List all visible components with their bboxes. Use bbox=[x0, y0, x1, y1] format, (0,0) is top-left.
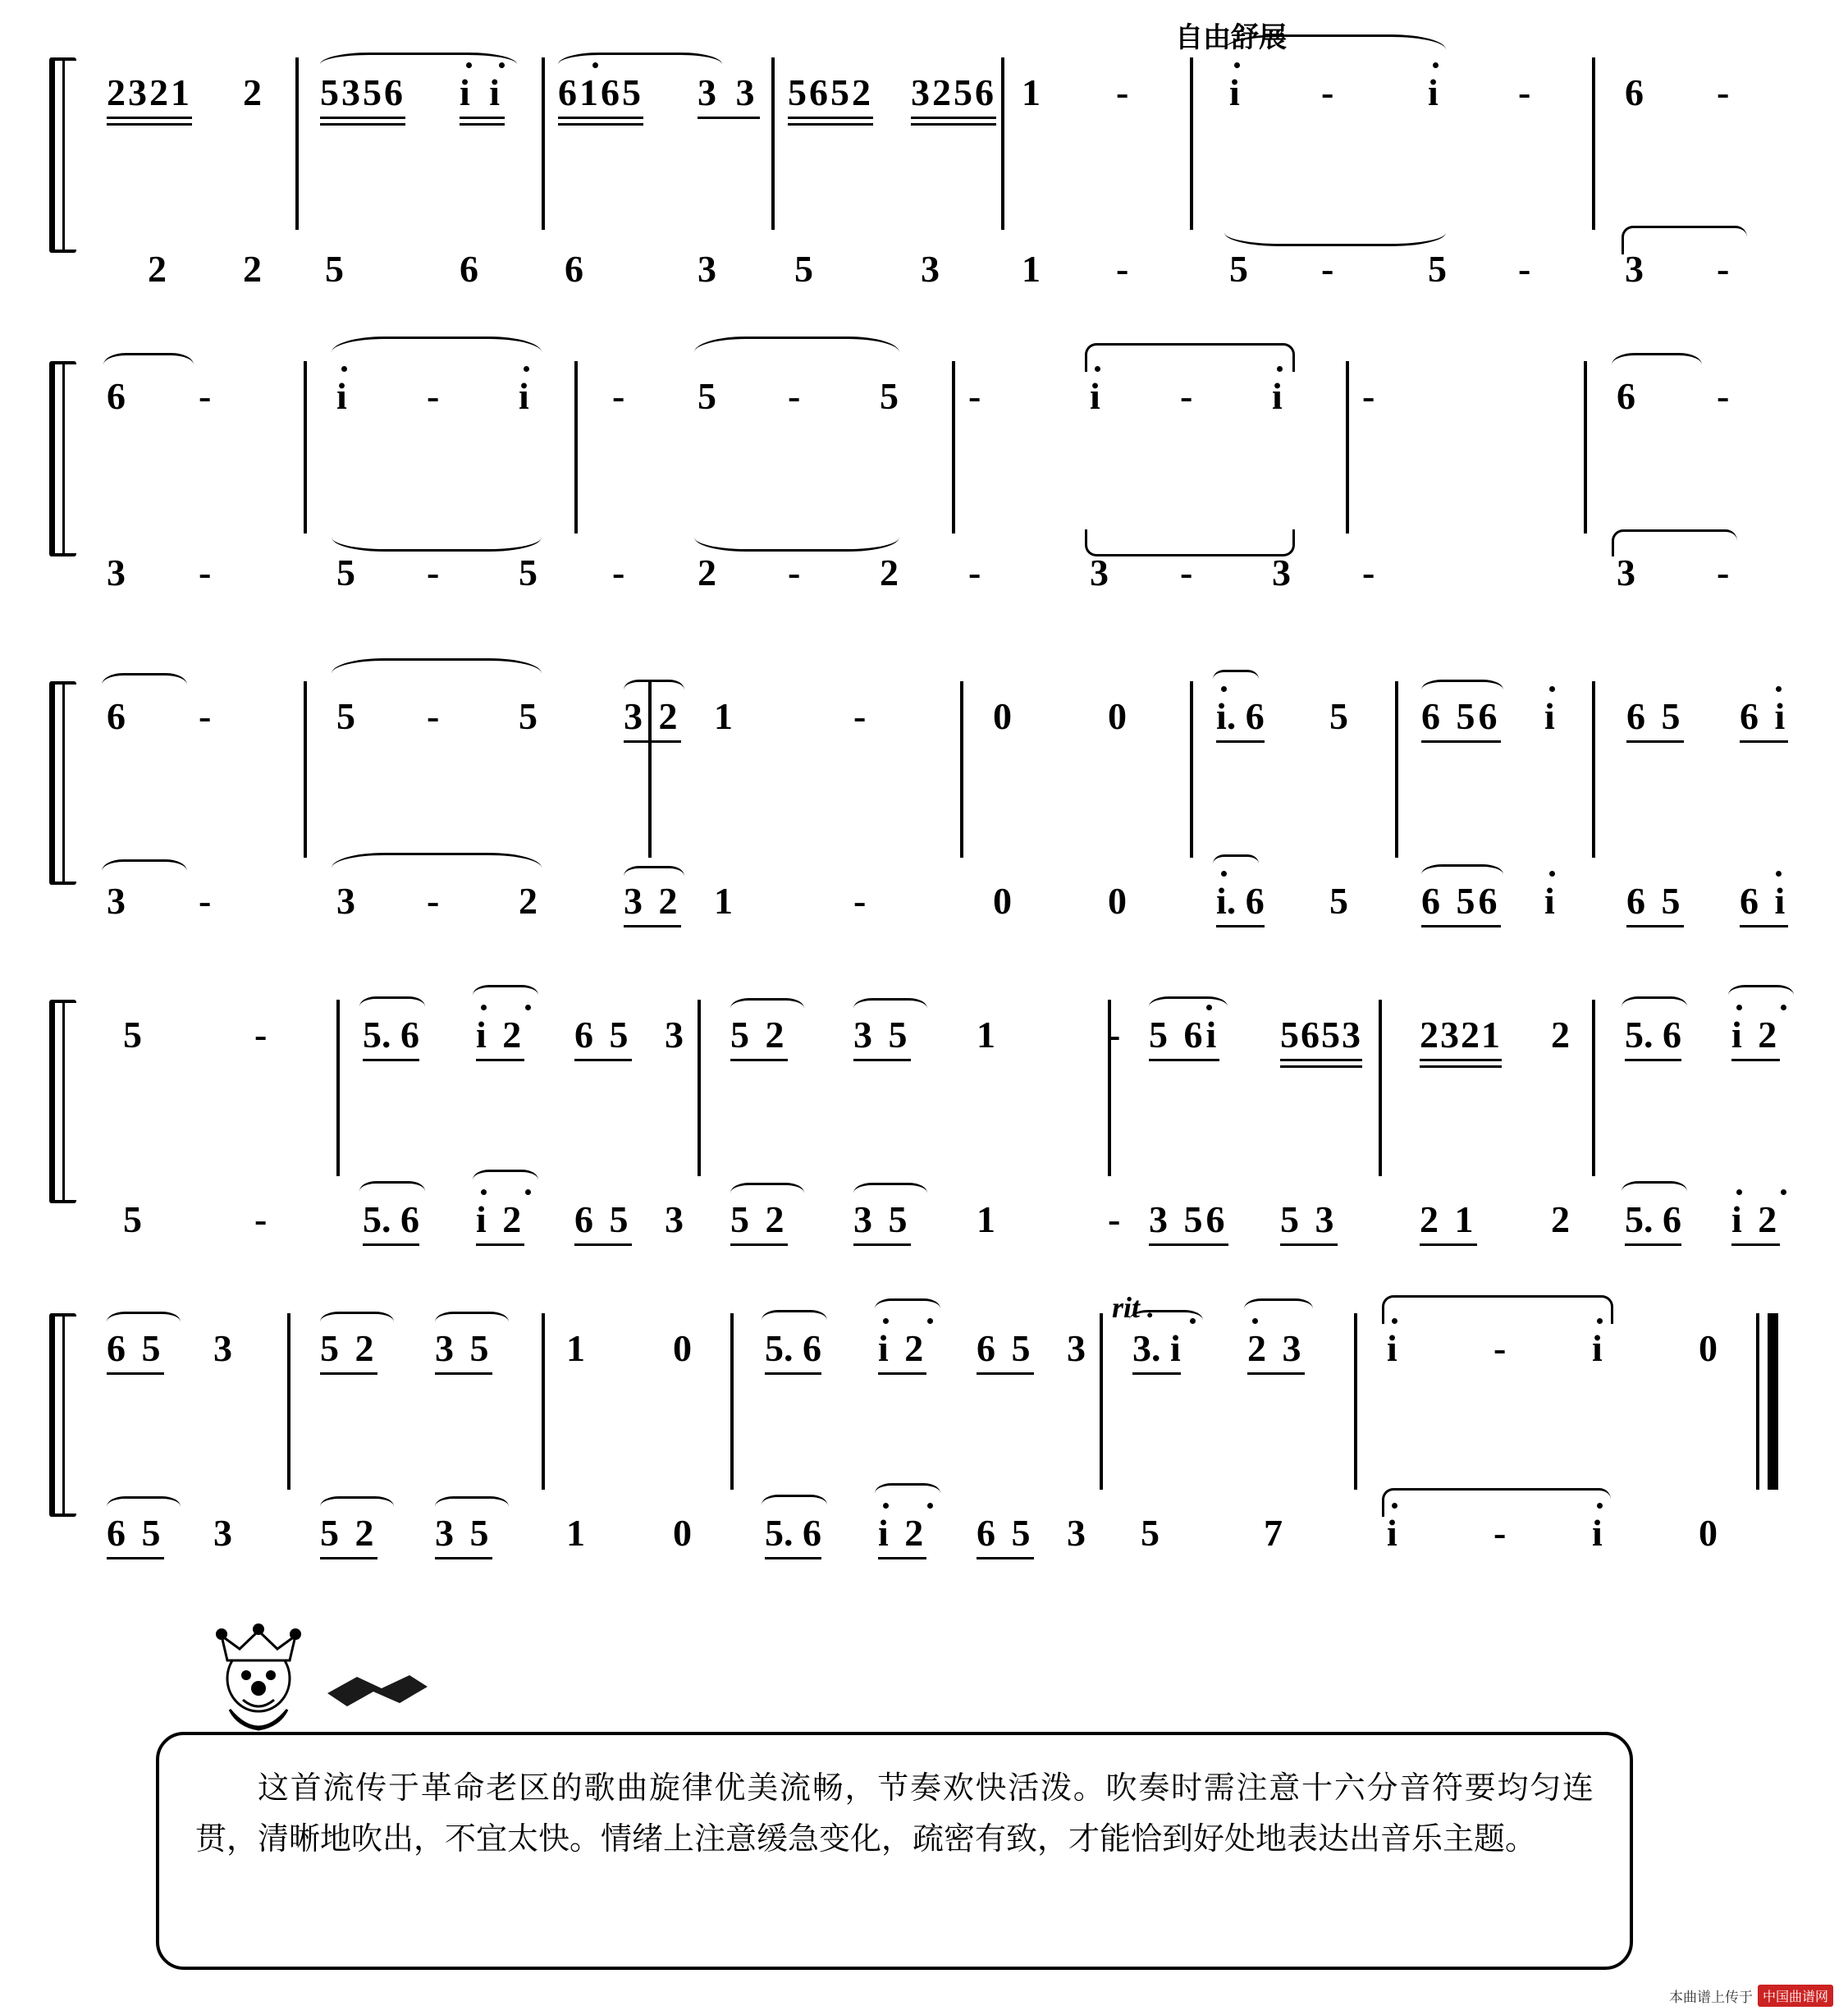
note: 6165 bbox=[558, 71, 643, 113]
octave-dot-above bbox=[1736, 1005, 1742, 1010]
slur bbox=[1149, 996, 1228, 1017]
slur bbox=[359, 1181, 425, 1202]
octave-dot-above bbox=[1776, 871, 1782, 877]
octave-dot-above bbox=[1781, 1189, 1786, 1195]
note: i bbox=[1428, 71, 1439, 113]
note: 1 bbox=[566, 1512, 585, 1554]
note: i bbox=[1544, 880, 1555, 922]
duration-dash: - bbox=[1518, 71, 1531, 113]
note: 2 bbox=[1551, 1014, 1570, 1056]
duration-dash: - bbox=[612, 375, 625, 417]
duration-dash: - bbox=[968, 375, 981, 417]
note: 5 bbox=[325, 248, 344, 290]
note: 5 bbox=[698, 375, 716, 417]
note: 2 3 bbox=[1247, 1327, 1305, 1369]
octave-dot-above bbox=[1234, 62, 1240, 68]
note: 3 2 bbox=[624, 695, 681, 737]
note: 6 5 bbox=[1626, 695, 1684, 737]
performance-note-text: 这首流传于革命老区的歌曲旋律优美流畅，节奏欢快活泼。吹奏时需注意十六分音符要均匀连贯，清晰地吹出，不宜太快。情绪上注意缓急变化，疏密有致，才能恰到好处地表达出音乐主题。 bbox=[195, 1770, 1594, 1857]
slur bbox=[435, 1312, 509, 1332]
note: 6 bbox=[460, 248, 478, 290]
octave-dot-above bbox=[481, 1189, 487, 1195]
duration-dash: - bbox=[853, 695, 867, 737]
final-barline-thick bbox=[1768, 1313, 1778, 1490]
note: 1 bbox=[1022, 248, 1041, 290]
duration-dash: - bbox=[1717, 375, 1730, 417]
note: 3 56 bbox=[1149, 1198, 1228, 1240]
note: 2321 bbox=[107, 71, 192, 113]
note: 5 bbox=[1229, 248, 1248, 290]
octave-dot-above bbox=[1736, 1189, 1742, 1195]
slur bbox=[359, 996, 425, 1017]
octave-dot-above bbox=[1549, 686, 1555, 692]
site-credit bbox=[1669, 1985, 1833, 2007]
ribbon-decoration-icon bbox=[324, 1670, 431, 1711]
slur bbox=[558, 53, 722, 76]
tie-bracket bbox=[1085, 529, 1295, 556]
duration-dash: - bbox=[1180, 552, 1193, 593]
note: 6 5 bbox=[1626, 880, 1684, 922]
note: 5. 6 bbox=[1625, 1198, 1681, 1240]
octave-dot-above bbox=[927, 1503, 933, 1509]
note: i bbox=[1272, 375, 1283, 417]
slur bbox=[320, 53, 517, 76]
voice-upper bbox=[49, 1313, 1764, 1399]
octave-dot-above bbox=[1549, 871, 1555, 877]
tie-slur bbox=[1224, 219, 1446, 246]
note: 1 bbox=[977, 1198, 995, 1240]
note: 3 bbox=[213, 1327, 232, 1369]
note: 5 bbox=[336, 695, 355, 737]
slur bbox=[1244, 1298, 1313, 1319]
note: i 2 bbox=[476, 1198, 525, 1240]
voice-lower bbox=[49, 1399, 1764, 1554]
slur bbox=[1728, 985, 1794, 1005]
note: 5 bbox=[1428, 248, 1447, 290]
note: 0 bbox=[1108, 695, 1127, 737]
voice-upper bbox=[49, 681, 1789, 767]
duration-dash: - bbox=[427, 375, 440, 417]
note: 5 bbox=[336, 552, 355, 593]
tie-slur bbox=[332, 658, 542, 689]
note: 5 bbox=[1141, 1512, 1160, 1554]
tie-slur bbox=[332, 523, 542, 552]
slur bbox=[624, 866, 684, 886]
slur bbox=[875, 1483, 940, 1504]
note: 3 5 bbox=[853, 1014, 911, 1056]
duration-dash: - bbox=[427, 552, 440, 593]
duration-dash: - bbox=[427, 880, 440, 922]
duration-dash: - bbox=[1108, 1198, 1121, 1240]
voice-upper bbox=[49, 57, 1764, 144]
slur bbox=[435, 1496, 509, 1517]
note: 6 56 bbox=[1421, 880, 1501, 922]
voice-upper bbox=[49, 361, 1764, 447]
duration-dash: - bbox=[199, 375, 212, 417]
note: 3256 bbox=[911, 71, 996, 113]
slur bbox=[762, 1495, 827, 1515]
note: 2 bbox=[519, 880, 537, 922]
note: 5 bbox=[519, 695, 537, 737]
tie-slur bbox=[694, 337, 899, 369]
note: 6 i bbox=[1740, 695, 1789, 737]
slur bbox=[730, 1183, 804, 1203]
note: i 2 bbox=[1731, 1014, 1781, 1056]
tie-slur bbox=[102, 673, 187, 697]
duration-dash: - bbox=[1493, 1512, 1507, 1554]
note: 2 bbox=[698, 552, 716, 593]
expression-mark-rit: rit . bbox=[1112, 1291, 1155, 1324]
octave-dot-above bbox=[883, 1503, 889, 1509]
duration-dash: - bbox=[427, 695, 440, 737]
voice-lower bbox=[49, 1086, 1781, 1240]
note: 6 5 bbox=[107, 1512, 164, 1554]
note: i bbox=[1592, 1327, 1603, 1369]
slur bbox=[320, 1312, 394, 1332]
note: 5 bbox=[1329, 880, 1348, 922]
slur bbox=[1622, 996, 1687, 1017]
note: 5. 6 bbox=[1625, 1014, 1681, 1056]
expression-mark-free: 自由舒展 bbox=[1175, 22, 1287, 53]
note: i 2 bbox=[476, 1014, 525, 1056]
duration-dash: - bbox=[1362, 375, 1375, 417]
note: 5. 6 bbox=[765, 1512, 821, 1554]
note: 5356 bbox=[320, 71, 405, 113]
note: 1 bbox=[714, 880, 733, 922]
duration-dash: - bbox=[1362, 552, 1375, 593]
site-logo: 中国曲谱网 bbox=[1758, 1985, 1833, 2007]
note: 6 56 bbox=[1421, 695, 1501, 737]
note: 2 1 bbox=[1420, 1198, 1477, 1240]
note: i bbox=[1090, 375, 1100, 417]
system-3 bbox=[49, 681, 1789, 922]
tie-slur bbox=[102, 859, 187, 883]
duration-dash: - bbox=[788, 552, 801, 593]
note: 2 bbox=[148, 248, 167, 290]
note: 6 5 bbox=[977, 1327, 1034, 1369]
tie-slur bbox=[332, 337, 542, 369]
slur bbox=[320, 1496, 394, 1517]
note: 5 bbox=[880, 375, 899, 417]
duration-dash: - bbox=[1518, 248, 1531, 290]
slur bbox=[853, 1183, 927, 1203]
note: 3 3 bbox=[698, 71, 760, 113]
clown-decoration-icon bbox=[189, 1621, 328, 1744]
duration-dash: - bbox=[1717, 248, 1730, 290]
note: i bbox=[1387, 1327, 1397, 1369]
octave-dot-above bbox=[1776, 686, 1782, 692]
note: 3 bbox=[107, 880, 126, 922]
tie-slur bbox=[332, 853, 542, 883]
note: 3 bbox=[1067, 1327, 1086, 1369]
note: 5 2 bbox=[730, 1198, 788, 1240]
slur bbox=[1129, 1310, 1203, 1330]
duration-dash: - bbox=[612, 552, 625, 593]
note: 3 bbox=[698, 248, 716, 290]
duration-dash: - bbox=[968, 552, 981, 593]
note: 5 6i bbox=[1149, 1014, 1220, 1056]
note: 5 2 bbox=[320, 1512, 377, 1554]
slur bbox=[107, 1496, 181, 1517]
note: 6 bbox=[565, 248, 583, 290]
duration-dash: - bbox=[199, 552, 212, 593]
duration-dash: - bbox=[1116, 248, 1129, 290]
voice-lower bbox=[49, 144, 1764, 290]
note: 2 bbox=[243, 71, 262, 113]
note: i bbox=[519, 375, 529, 417]
note: 3 bbox=[107, 552, 126, 593]
note: 0 bbox=[993, 880, 1012, 922]
note: 5 2 bbox=[730, 1014, 788, 1056]
slur bbox=[1622, 1181, 1687, 1202]
slur bbox=[473, 985, 538, 1005]
tie-bracket bbox=[1382, 1295, 1613, 1324]
note: 3 2 bbox=[624, 880, 681, 922]
note: 0 bbox=[1699, 1512, 1718, 1554]
duration-dash: - bbox=[1108, 1014, 1121, 1056]
note: 3. i bbox=[1132, 1327, 1181, 1369]
tie-slur bbox=[103, 353, 194, 377]
duration-dash: - bbox=[254, 1198, 268, 1240]
duration-dash: - bbox=[1717, 71, 1730, 113]
note: i 2 bbox=[1731, 1198, 1781, 1240]
octave-dot-above bbox=[1781, 1005, 1786, 1010]
note: 3 bbox=[1090, 552, 1109, 593]
note: 5 bbox=[123, 1014, 142, 1056]
note: 6 bbox=[1617, 375, 1635, 417]
slur bbox=[1213, 854, 1259, 873]
octave-dot-above bbox=[525, 1005, 531, 1010]
note: 5 bbox=[794, 248, 813, 290]
note: 5652 bbox=[788, 71, 873, 113]
note: 0 bbox=[1699, 1327, 1718, 1369]
tie-bracket bbox=[1382, 1488, 1611, 1517]
note: 1 bbox=[977, 1014, 995, 1056]
note: 6 5 bbox=[107, 1327, 164, 1369]
note: 0 bbox=[673, 1512, 692, 1554]
duration-dash: - bbox=[254, 1014, 268, 1056]
note: 3 5 bbox=[435, 1327, 492, 1369]
system-2 bbox=[49, 361, 1764, 593]
note: 7 bbox=[1264, 1512, 1283, 1554]
credit-text: 本曲谱上传于 bbox=[1668, 1990, 1753, 2006]
note: i. 6 bbox=[1216, 695, 1265, 737]
system-1 bbox=[49, 57, 1764, 290]
note: 6 5 bbox=[574, 1198, 632, 1240]
note: 3 bbox=[665, 1198, 684, 1240]
note: i 2 bbox=[878, 1512, 927, 1554]
duration-dash: - bbox=[199, 695, 212, 737]
note: 6 5 bbox=[574, 1014, 632, 1056]
system-4 bbox=[49, 1000, 1781, 1240]
note: 3 bbox=[336, 880, 355, 922]
duration-dash: - bbox=[1321, 248, 1334, 290]
slur bbox=[762, 1310, 827, 1330]
note: 1 bbox=[714, 695, 733, 737]
note: 0 bbox=[673, 1327, 692, 1369]
tie-slur bbox=[1612, 353, 1702, 377]
duration-dash: - bbox=[1717, 552, 1730, 593]
note: 3 5 bbox=[853, 1198, 911, 1240]
note: 3 bbox=[1067, 1512, 1086, 1554]
note: 3 bbox=[1625, 248, 1644, 290]
duration-dash: - bbox=[1116, 71, 1129, 113]
duration-dash: - bbox=[788, 375, 801, 417]
note: 5653 bbox=[1280, 1014, 1362, 1056]
slur bbox=[624, 680, 684, 700]
tie-bracket bbox=[1612, 529, 1737, 556]
tie-slur bbox=[694, 523, 899, 552]
note: i 2 bbox=[878, 1327, 927, 1369]
note: 5 bbox=[123, 1198, 142, 1240]
slur bbox=[1421, 680, 1503, 700]
octave-dot-above bbox=[524, 366, 529, 372]
note: 5. 6 bbox=[363, 1198, 419, 1240]
octave-dot-above bbox=[927, 1318, 933, 1324]
voice-lower bbox=[49, 447, 1764, 593]
note: 5. 6 bbox=[765, 1327, 821, 1369]
note: i i bbox=[460, 71, 505, 113]
note: 1 bbox=[566, 1327, 585, 1369]
octave-dot-above bbox=[1252, 1318, 1258, 1324]
note: 6 bbox=[107, 375, 126, 417]
note: 0 bbox=[993, 695, 1012, 737]
note: 0 bbox=[1108, 880, 1127, 922]
note: 3 bbox=[665, 1014, 684, 1056]
slur bbox=[730, 998, 804, 1019]
tie-bracket bbox=[1085, 343, 1295, 372]
octave-dot-above bbox=[883, 1318, 889, 1324]
note: 5 2 bbox=[320, 1327, 377, 1369]
performance-note-box bbox=[156, 1732, 1633, 1970]
note: 3 bbox=[1617, 552, 1635, 593]
note: 6 bbox=[107, 695, 126, 737]
note: 6 bbox=[1625, 71, 1644, 113]
tie-bracket bbox=[1622, 226, 1747, 254]
octave-dot-above bbox=[341, 366, 347, 372]
duration-dash: - bbox=[1321, 71, 1334, 113]
voice-upper bbox=[49, 1000, 1781, 1086]
duration-dash: - bbox=[199, 880, 212, 922]
voice-lower bbox=[49, 767, 1789, 922]
octave-dot-above bbox=[481, 1005, 487, 1010]
note: 6 i bbox=[1740, 880, 1789, 922]
note: i bbox=[1229, 71, 1240, 113]
note: 2 bbox=[880, 552, 899, 593]
slur bbox=[1213, 670, 1259, 689]
note: 5 3 bbox=[1280, 1198, 1338, 1240]
slur bbox=[875, 1298, 940, 1319]
note: i. 6 bbox=[1216, 880, 1265, 922]
note: 6 5 bbox=[977, 1512, 1034, 1554]
slur bbox=[107, 1312, 181, 1332]
note: 5. 6 bbox=[363, 1014, 419, 1056]
note: 2 bbox=[1551, 1198, 1570, 1240]
system-5 bbox=[49, 1313, 1764, 1554]
note: 3 bbox=[1272, 552, 1291, 593]
note: i bbox=[336, 375, 347, 417]
note: 2321 bbox=[1420, 1014, 1502, 1056]
octave-dot-above bbox=[1433, 62, 1439, 68]
duration-dash: - bbox=[1180, 375, 1193, 417]
note: 3 bbox=[213, 1512, 232, 1554]
note: i bbox=[1592, 1512, 1603, 1554]
slur bbox=[473, 1170, 538, 1190]
note: 3 5 bbox=[435, 1512, 492, 1554]
note: 3 bbox=[921, 248, 940, 290]
note: 2 bbox=[243, 248, 262, 290]
duration-dash: - bbox=[1493, 1327, 1507, 1369]
note: 1 bbox=[1022, 71, 1041, 113]
note: i bbox=[1544, 695, 1555, 737]
tie-slur bbox=[1224, 34, 1446, 65]
octave-dot-above bbox=[525, 1189, 531, 1195]
slur bbox=[853, 998, 927, 1019]
note: 5 bbox=[519, 552, 537, 593]
note: 5 bbox=[1329, 695, 1348, 737]
note: i bbox=[1387, 1512, 1397, 1554]
slur bbox=[1421, 864, 1503, 885]
duration-dash: - bbox=[853, 880, 867, 922]
